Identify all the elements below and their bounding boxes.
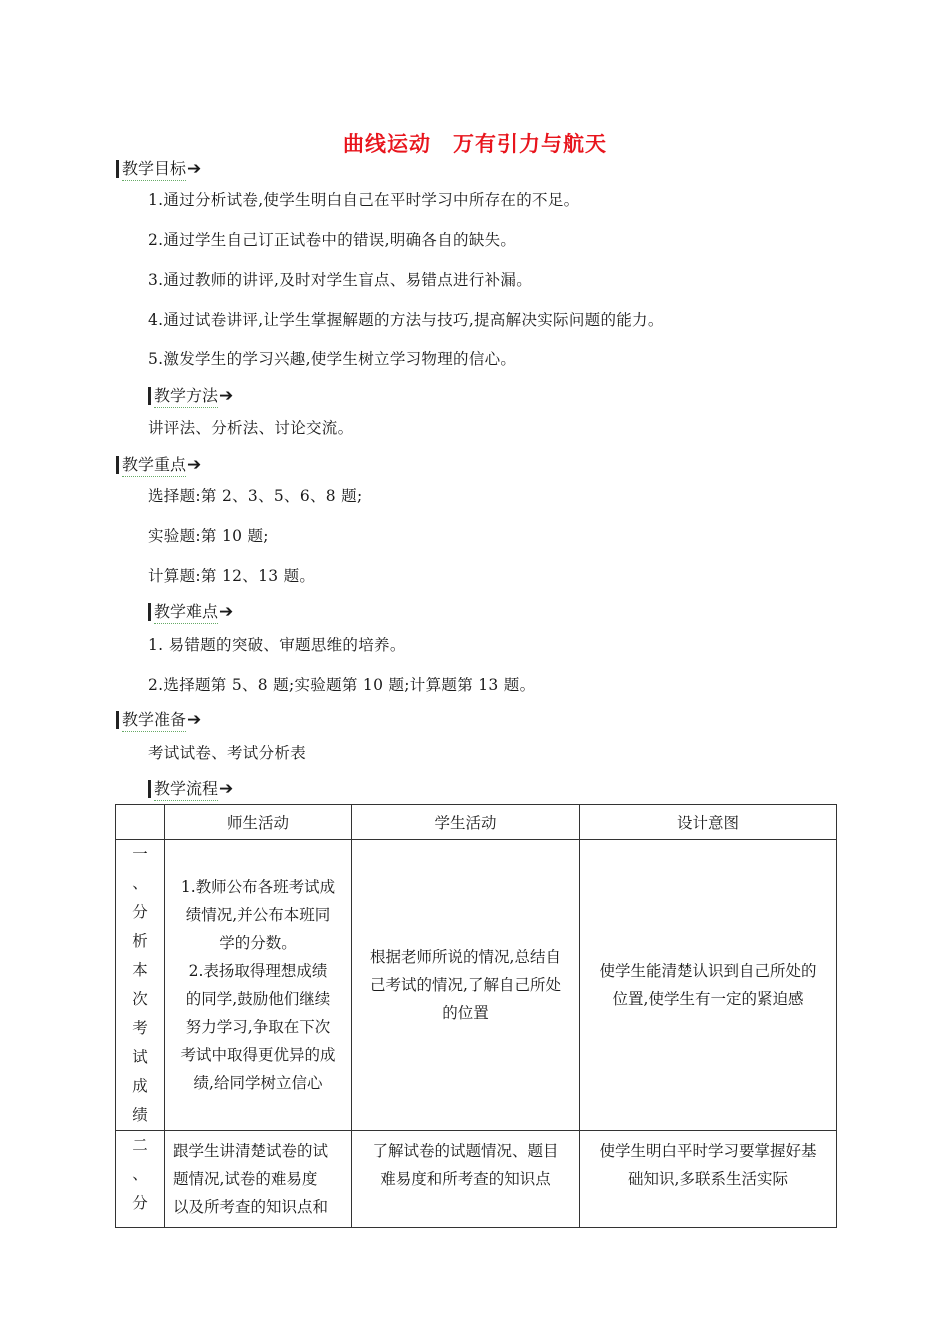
arrow-right-icon: ➔	[187, 454, 202, 475]
text-line: 己考试的情况,了解自己所处	[370, 976, 561, 994]
teacher-activity-cell	[165, 1131, 352, 1228]
section-heading-label: 教学准备	[122, 707, 186, 732]
arrow-right-icon: ➔	[219, 778, 234, 799]
key-point-item: 实验题:第 10 题;	[148, 527, 269, 545]
text-line: 的位置	[442, 1004, 489, 1022]
table-header-row	[116, 805, 837, 840]
section-heading-label: 教学难点	[154, 599, 218, 624]
section-heading-difficulties	[148, 599, 233, 624]
difficulty-item: 1. 易错题的突破、审题思维的培养。	[148, 636, 406, 654]
step-char: 成	[132, 1077, 148, 1095]
table-header-cell: 设计意图	[580, 805, 837, 840]
text-line: 难易度和所考查的知识点	[380, 1170, 551, 1188]
arrow-right-icon: ➔	[187, 158, 202, 179]
text-line: 绩,给同学树立信心	[193, 1074, 323, 1092]
preparation-text: 考试试卷、考试分析表	[148, 744, 307, 762]
step-char: 试	[132, 1048, 148, 1066]
text-line: 使学生能清楚认识到自己所处的	[599, 962, 817, 980]
step-char: 一	[132, 845, 148, 863]
teaching-process-table	[115, 804, 837, 1228]
step-char: 本	[132, 961, 148, 979]
heading-marker	[148, 387, 151, 405]
section-heading-methods	[148, 383, 233, 408]
methods-text: 讲评法、分析法、讨论交流。	[148, 419, 354, 437]
text-line: 努力学习,争取在下次	[185, 1018, 331, 1036]
step-cell	[116, 840, 165, 1131]
text-line: 根据老师所说的情况,总结自	[370, 948, 561, 966]
table-header-cell: 学生活动	[352, 805, 580, 840]
goal-item: 2.通过学生自己订正试卷中的错误,明确各自的缺失。	[148, 231, 517, 249]
difficulty-item: 2.选择题第 5、8 题;实验题第 10 题;计算题第 13 题。	[148, 676, 536, 694]
text-line: 使学生明白平时学习要掌握好基	[599, 1142, 817, 1160]
heading-marker	[116, 456, 119, 474]
text-line: 础知识,多联系生活实际	[628, 1170, 788, 1188]
section-heading-process	[148, 776, 233, 801]
text-line: 学的分数。	[219, 934, 297, 952]
arrow-right-icon: ➔	[219, 601, 234, 622]
text-line: 1.教师公布各班考试成	[180, 878, 336, 896]
table-header-cell	[116, 805, 165, 840]
table-row	[116, 840, 837, 1131]
teacher-activity-cell	[165, 840, 352, 1131]
section-heading-preparation	[116, 707, 201, 732]
step-cell	[116, 1131, 165, 1228]
step-char: 析	[132, 932, 148, 950]
text-line: 题情况,试卷的难易度	[173, 1170, 318, 1188]
text-line: 了解试卷的试题情况、题目	[372, 1142, 559, 1160]
table-header-cell: 师生活动	[165, 805, 352, 840]
key-point-item: 计算题:第 12、13 题。	[148, 567, 316, 585]
design-intent-cell	[580, 840, 837, 1131]
text-line: 考试中取得更优异的成	[180, 1046, 336, 1064]
heading-marker	[116, 160, 119, 178]
step-label	[116, 1131, 164, 1218]
section-heading-label: 教学方法	[154, 383, 218, 408]
section-heading-key-points	[116, 452, 201, 477]
goal-item: 5.激发学生的学习兴趣,使学生树立学习物理的信心。	[148, 350, 517, 368]
goal-item: 4.通过试卷讲评,让学生掌握解题的方法与技巧,提高解决实际问题的能力。	[148, 311, 664, 329]
text-line: 跟学生讲清楚试卷的试	[173, 1142, 329, 1160]
document-title: 曲线运动 万有引力与航天	[343, 132, 607, 156]
text-line: 以及所考查的知识点和	[173, 1198, 329, 1216]
section-heading-goals	[116, 156, 201, 181]
step-char: 、	[132, 1165, 148, 1183]
text-line: 位置,使学生有一定的紧迫感	[612, 990, 804, 1008]
text-line: 2.表扬取得理想成绩	[188, 962, 328, 980]
text-line: 绩情况,并公布本班同	[185, 906, 331, 924]
step-char: 二	[132, 1136, 148, 1154]
key-point-item: 选择题:第 2、3、5、6、8 题;	[148, 487, 363, 505]
step-char: 分	[132, 903, 148, 921]
heading-marker	[148, 603, 151, 621]
step-char: 次	[132, 990, 148, 1008]
section-heading-label: 教学目标	[122, 156, 186, 181]
goal-item: 1.通过分析试卷,使学生明白自己在平时学习中所存在的不足。	[148, 191, 580, 209]
step-char: 、	[132, 874, 148, 892]
step-char: 考	[132, 1019, 148, 1037]
section-heading-label: 教学流程	[154, 776, 218, 801]
student-activity-cell	[352, 1131, 580, 1228]
goal-item: 3.通过教师的讲评,及时对学生盲点、易错点进行补漏。	[148, 271, 533, 289]
text-line: 的同学,鼓励他们继续	[185, 990, 331, 1008]
step-label	[116, 840, 164, 1130]
step-char: 绩	[132, 1106, 148, 1124]
heading-marker	[116, 711, 119, 729]
arrow-right-icon: ➔	[219, 385, 234, 406]
step-char: 分	[132, 1194, 148, 1212]
arrow-right-icon: ➔	[187, 709, 202, 730]
student-activity-cell	[352, 840, 580, 1131]
heading-marker	[148, 780, 151, 798]
section-heading-label: 教学重点	[122, 452, 186, 477]
table-row	[116, 1131, 837, 1228]
design-intent-cell	[580, 1131, 837, 1228]
